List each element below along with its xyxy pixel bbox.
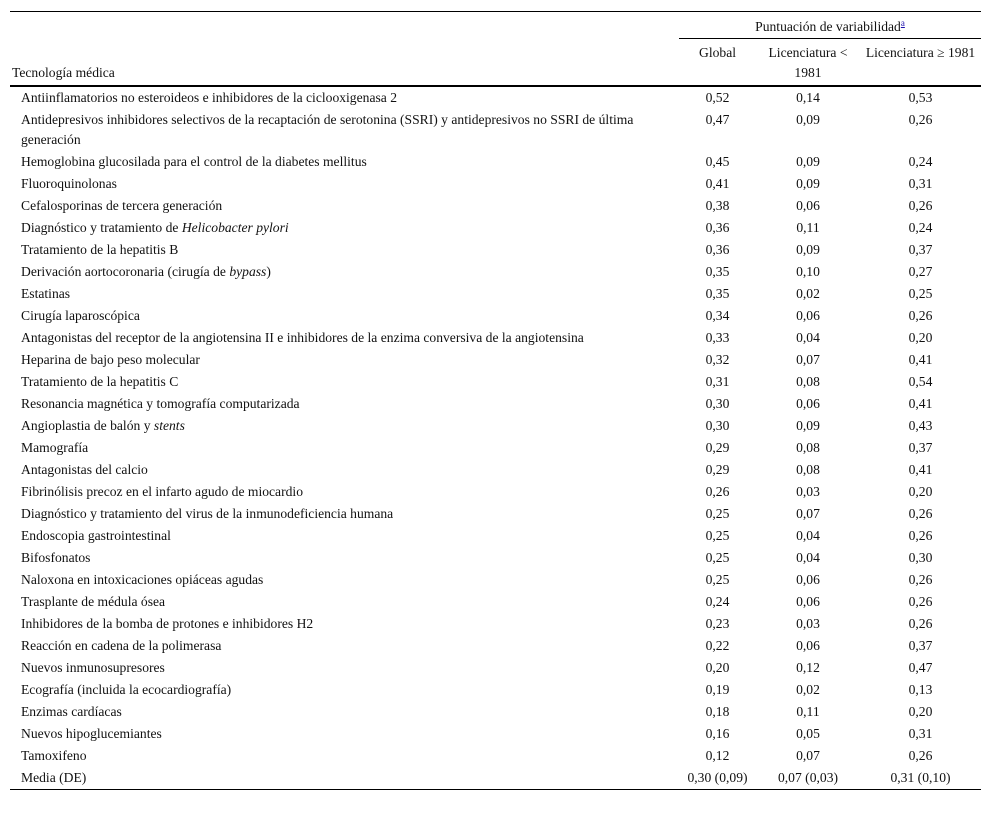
global-score-cell: 0,35 [705,286,730,301]
lic-before-1981-cell: 0,03 [796,616,820,631]
technology-italic-term: stents [153,418,185,433]
technology-cell: Hemoglobina glucosilada para el control de la diabetes mellitus [21,154,367,169]
global-score-cell: 0,26 [705,484,730,499]
lic-after-1981-cell: 0,24 [908,154,933,169]
table-row [10,239,981,261]
lic-before-1981-cell: 0,10 [796,264,820,279]
global-score-cell: 0,32 [705,352,730,367]
technology-cell: Endoscopia gastrointestinal [21,528,171,543]
technology-cell: Media (DE) [21,770,87,785]
global-score-cell: 0,52 [705,90,730,105]
lic-after-1981-cell: 0,27 [908,264,933,279]
global-score-cell: 0,45 [705,154,730,169]
lic-before-1981-cell: 0,08 [796,440,820,455]
footnote-link[interactable]: a [900,18,905,28]
table-row [10,613,981,635]
table-row [10,437,981,459]
global-score-cell: 0,38 [705,198,730,213]
lic-before-1981-cell: 0,05 [796,726,820,741]
lic-before-1981-cell: 0,08 [796,374,820,389]
table-row [10,525,981,547]
global-score-cell: 0,36 [705,242,730,257]
global-score-cell: 0,18 [705,704,730,719]
lic-after-1981-cell: 0,25 [908,286,933,301]
lic-after-1981-cell: 0,37 [908,242,933,257]
technology-cell: Naloxona en intoxicaciones opiáceas agudas [21,572,264,587]
global-score-cell: 0,33 [705,330,730,345]
technology-italic-term: bypass [229,264,267,279]
global-score-cell: 0,12 [705,748,730,763]
variability-group-header [679,12,981,39]
technology-cell: Antagonistas del receptor de la angiotensina II e inhibidores de la enzima conversiva de la angiotensina [21,330,584,345]
lic-after-1981-cell: 0,26 [908,198,933,213]
lic-after-1981-cell: 0,31 [908,176,933,191]
global-score-cell: 0,23 [705,616,730,631]
lic-before-1981-cell: 0,06 [796,638,820,653]
table-row [10,415,981,437]
lic-after-1981-cell: 0,37 [908,440,933,455]
lic-after-1981-cell: 0,41 [908,462,933,477]
lic-after-1981-cell: 0,13 [908,682,933,697]
technology-text: Diagnóstico y tratamiento de [21,220,182,235]
global-score-cell: 0,25 [705,528,730,543]
global-score-cell: 0,25 [705,506,730,521]
variability-group-label: Puntuación de variabilidad [755,19,901,34]
technology-cell: Inhibidores de la bomba de protones e inhibidores H2 [21,616,314,631]
technology-cell: Antidepresivos inhibidores selectivos de la recaptación de serotonina (SSRI) y antidepresivos no SSRI de última generación [21,112,634,147]
global-score-cell: 0,25 [705,550,730,565]
lic-before-1981-cell: 0,11 [796,220,820,235]
lic-after-1981-cell: 0,41 [908,396,933,411]
table-row [10,86,981,109]
technology-cell: Reacción en cadena de la polimerasa [21,638,222,653]
global-score-cell: 0,20 [705,660,730,675]
table-row [10,393,981,415]
table-row [10,701,981,723]
global-score-cell: 0,41 [705,176,730,191]
lic-before-1981-cell: 0,09 [796,242,820,257]
lic-after-1981-cell: 0,26 [908,506,933,521]
technology-cell: Trasplante de médula ósea [21,594,166,609]
lic-before-1981-cell: 0,02 [796,682,820,697]
global-score-cell: 0,34 [705,308,730,323]
global-score-cell: 0,36 [705,220,730,235]
lic-before-1981-cell: 0,07 [796,748,820,763]
lic-before-1981-cell: 0,14 [796,90,820,105]
table-row [10,217,981,239]
table-row [10,591,981,613]
table-row [10,767,981,790]
lic-after-1981-cell: 0,26 [908,528,933,543]
table-row [10,723,981,745]
lic-after-1981-cell: 0,54 [908,374,933,389]
technology-cell [10,261,679,283]
lic-before-1981-cell: 0,09 [796,154,820,169]
lic-after-1981-cell: 0,26 [908,572,933,587]
lic-before-1981-cell: 0,06 [796,572,820,587]
global-score-cell: 0,25 [705,572,730,587]
technology-cell: Cirugía laparoscópica [21,308,140,323]
lic-before-1981-cell: 0,04 [796,528,820,543]
table-header [10,12,981,87]
col-header-lic-before-1981: Licenciatura < 1981 [756,39,860,87]
table-row [10,371,981,393]
table-row [10,283,981,305]
technology-cell: Diagnóstico y tratamiento del virus de la inmunodeficiencia humana [21,506,394,521]
lic-after-1981-cell: 0,26 [908,308,933,323]
technology-cell: Tratamiento de la hepatitis C [21,374,179,389]
table-body [10,86,981,790]
col-header-global: Global [679,39,756,87]
global-score-cell: 0,30 [705,418,730,433]
lic-before-1981-cell: 0,09 [796,112,820,127]
technology-cell: Ecografía (incluida la ecocardiografía) [21,682,232,697]
lic-after-1981-cell: 0,20 [908,704,933,719]
lic-after-1981-cell: 0,30 [908,550,933,565]
lic-before-1981-cell: 0,03 [796,484,820,499]
table-row [10,195,981,217]
lic-before-1981-cell: 0,09 [796,176,820,191]
technology-cell: Mamografía [21,440,89,455]
lic-after-1981-cell: 0,47 [908,660,933,675]
technology-text: Derivación aortocoronaria (cirugía de [21,264,230,279]
table-row [10,635,981,657]
technology-cell: Fluoroquinolonas [21,176,117,191]
technology-italic-term: Helicobacter pylori [181,220,289,235]
lic-before-1981-cell: 0,02 [796,286,820,301]
global-score-cell: 0,29 [705,440,730,455]
technology-cell: Estatinas [21,286,71,301]
lic-after-1981-cell: 0,26 [908,112,933,127]
technology-text: Angioplastia de balón y [21,418,154,433]
technology-cell: Nuevos hipoglucemiantes [21,726,162,741]
technology-cell: Tratamiento de la hepatitis B [21,242,179,257]
col-header-technology: Tecnología médica [10,39,679,87]
table-row [10,349,981,371]
global-score-cell: 0,29 [705,462,730,477]
global-score-cell: 0,30 [705,396,730,411]
lic-before-1981-cell: 0,09 [796,418,820,433]
technology-cell: Nuevos inmunosupresores [21,660,165,675]
technology-cell: Fibrinólisis precoz en el infarto agudo de miocardio [21,484,303,499]
technology-cell: Resonancia magnética y tomografía computarizada [21,396,300,411]
lic-after-1981-cell: 0,31 [908,726,933,741]
lic-before-1981-cell: 0,07 (0,03) [777,770,839,785]
table-row [10,745,981,767]
lic-after-1981-cell: 0,26 [908,616,933,631]
table-row [10,327,981,349]
table-row [10,657,981,679]
global-score-cell: 0,35 [705,264,730,279]
lic-before-1981-cell: 0,06 [796,308,820,323]
table-row [10,261,981,283]
table-row [10,459,981,481]
lic-after-1981-cell: 0,20 [908,330,933,345]
technology-cell [10,415,679,437]
lic-before-1981-cell: 0,06 [796,198,820,213]
table-row [10,305,981,327]
table-row [10,547,981,569]
lic-after-1981-cell: 0,41 [908,352,933,367]
table-row [10,109,981,151]
global-score-cell: 0,24 [705,594,730,609]
lic-after-1981-cell: 0,20 [908,484,933,499]
table-row [10,151,981,173]
lic-before-1981-cell: 0,07 [796,506,820,521]
global-score-cell: 0,19 [705,682,730,697]
lic-after-1981-cell: 0,31 (0,10) [890,770,951,785]
col-header-lic-after-1981: Licenciatura ≥ 1981 [860,39,981,87]
footnote-marker [901,18,905,28]
lic-before-1981-cell: 0,11 [796,704,820,719]
technology-cell: Bifosfonatos [21,550,91,565]
header-spacer [10,12,679,39]
lic-after-1981-cell: 0,26 [908,748,933,763]
technology-cell: Antiinflamatorios no esteroideos e inhibidores de la ciclooxigenasa 2 [21,90,397,105]
global-score-cell: 0,31 [705,374,730,389]
table-row [10,679,981,701]
lic-after-1981-cell: 0,26 [908,594,933,609]
technology-cell [10,217,679,239]
lic-before-1981-cell: 0,04 [796,330,820,345]
table-row [10,503,981,525]
lic-before-1981-cell: 0,06 [796,594,820,609]
lic-before-1981-cell: 0,04 [796,550,820,565]
table-row [10,569,981,591]
lic-after-1981-cell: 0,24 [908,220,933,235]
global-score-cell: 0,30 (0,09) [687,770,748,785]
global-score-cell: 0,47 [705,112,730,127]
lic-after-1981-cell: 0,53 [908,90,933,105]
global-score-cell: 0,22 [705,638,730,653]
technology-cell: Antagonistas del calcio [21,462,148,477]
technology-cell: Cefalosporinas de tercera generación [21,198,223,213]
table-row [10,481,981,503]
lic-before-1981-cell: 0,08 [796,462,820,477]
lic-before-1981-cell: 0,07 [796,352,820,367]
technology-cell: Tamoxifeno [21,748,87,763]
lic-after-1981-cell: 0,43 [908,418,933,433]
technology-text-suffix: ) [266,264,271,279]
variability-table [10,11,981,790]
technology-cell: Heparina de bajo peso molecular [21,352,200,367]
table-row [10,173,981,195]
technology-cell: Enzimas cardíacas [21,704,122,719]
lic-after-1981-cell: 0,37 [908,638,933,653]
global-score-cell: 0,16 [705,726,730,741]
lic-before-1981-cell: 0,06 [796,396,820,411]
lic-before-1981-cell: 0,12 [796,660,820,675]
